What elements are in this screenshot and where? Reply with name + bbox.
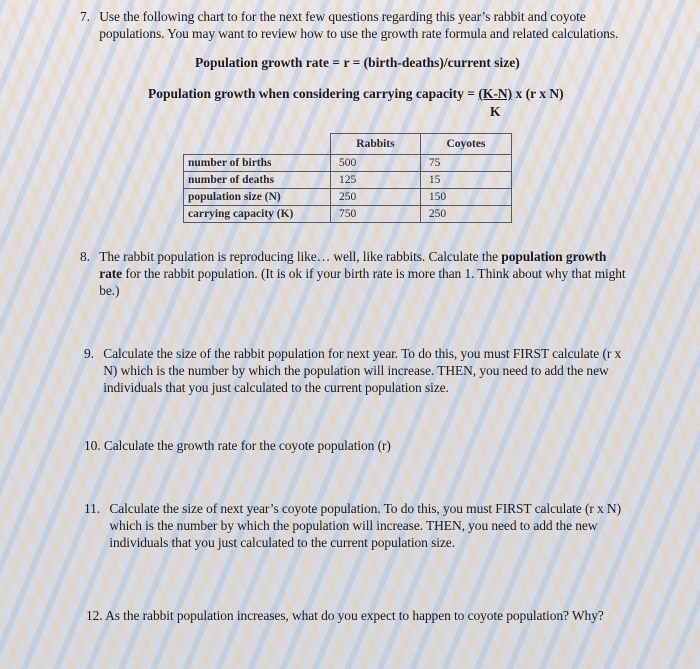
question-10 <box>84 437 644 454</box>
carrying-capacity-formula-suffix: x (r x N) <box>512 86 564 101</box>
table-header-row <box>184 134 512 155</box>
carrying-capacity-formula-prefix: Population growth when considering carrying capacity = <box>148 86 479 101</box>
question-12-number: 12. <box>86 608 103 623</box>
question-12-text: As the rabbit population increases, what do you expect to happen to coyote population? Why? <box>105 608 604 623</box>
question-8-number: 8. <box>80 249 90 264</box>
question-10-text: Calculate the growth rate for the coyote population (r) <box>103 438 391 453</box>
row-label: number of deaths <box>184 172 331 189</box>
question-7-number: 7. <box>80 9 90 24</box>
coyotes-cell: 15 <box>420 172 511 189</box>
rabbits-cell: 250 <box>331 189 421 206</box>
question-8-text-part2: for the rabbit population. (It is ok if your birth rate is more than 1. Think about why that might be.) <box>99 266 626 298</box>
question-7 <box>80 8 660 42</box>
coyotes-cell: 150 <box>420 189 511 206</box>
question-9-number: 9. <box>84 346 94 361</box>
rabbits-cell: 750 <box>331 206 421 223</box>
fraction-numerator: (K-N) <box>478 86 513 101</box>
row-label: population size (N) <box>184 189 331 206</box>
table-header-empty <box>184 134 331 155</box>
fraction-denominator: K <box>489 104 501 119</box>
question-11-number: 11. <box>84 501 101 516</box>
coyotes-cell: 75 <box>420 155 511 172</box>
question-8-text-block <box>99 248 631 299</box>
table-row <box>184 189 512 206</box>
table-row <box>184 172 512 189</box>
population-table <box>183 133 512 223</box>
question-8 <box>80 248 650 299</box>
question-8-text-part1: The rabbit population is reproducing like… well, like rabbits. Calculate the <box>99 249 502 264</box>
table-header-rabbits: Rabbits <box>331 134 421 155</box>
table-row <box>184 155 512 172</box>
fraction <box>478 86 512 120</box>
row-label: carrying capacity (K) <box>184 206 331 223</box>
table-row <box>184 206 512 223</box>
question-9-text: Calculate the size of the rabbit population for next year. To do this, you must FIRST calculate (r x N) which is the number by which the population will increase. THEN, you need to add the new individuals that you just calculated to the current population size. <box>103 346 622 395</box>
coyotes-cell: 250 <box>420 206 511 223</box>
growth-rate-formula: Population growth rate = r = (birth-deaths)/current size) <box>195 55 520 70</box>
question-12 <box>86 607 646 624</box>
row-label: number of births <box>184 155 331 172</box>
question-11 <box>84 500 644 551</box>
rabbits-cell: 125 <box>331 172 421 189</box>
question-10-number: 10. <box>84 438 101 453</box>
carrying-capacity-formula <box>148 86 564 120</box>
question-8-bold: population growth rate <box>99 249 607 281</box>
table-header-coyotes: Coyotes <box>420 134 511 155</box>
rabbits-cell: 500 <box>331 155 421 172</box>
question-9 <box>84 345 644 396</box>
question-11-text: Calculate the size of next year’s coyote population. To do this, you must FIRST calculate (r x N) which is the number by which the population will increase. THEN, you need to add the new individuals that you just calculated to the current population size. <box>109 501 621 550</box>
question-7-text: Use the following chart to for the next few questions regarding this year’s rabbit and coyote populations. You may want to review how to use the growth rate formula and related calculations. <box>99 9 619 41</box>
